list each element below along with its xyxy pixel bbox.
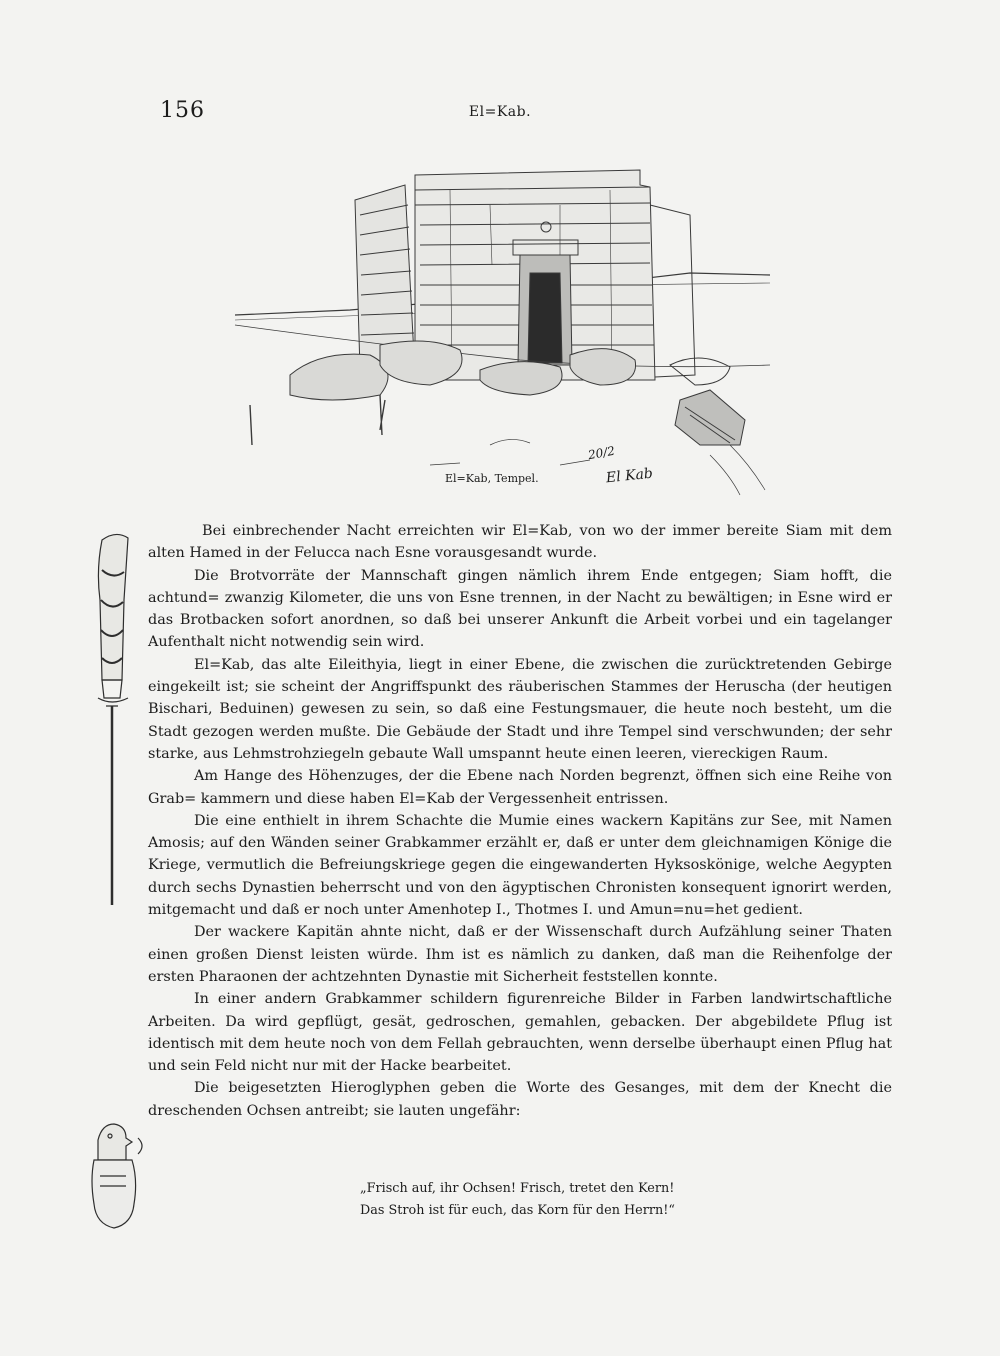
paragraph: Der wackere Kapitän ahnte nicht, daß er der Wissenschaft durch Aufzählung seiner Thaten einen großen Dienst leisten würde. Ihm ist es nämlich zu danken, daß man die Reihenfolge der ersten Pharaonen der achtzehnten Dynastie mit Sicherheit feststellen konnte. — [148, 924, 892, 985]
illustration-caption: El=Kab, Tempel. — [445, 472, 539, 485]
temple-illustration — [230, 145, 770, 505]
running-head: El=Kab. — [468, 104, 532, 120]
paragraph: Am Hange des Höhenzuges, der die Ebene nach Norden begrenzt, öffnen sich eine Reihe von Grab= kammern und diese haben El=Kab der Vergessenheit entrissen. — [148, 768, 892, 807]
artist-signature: El Kab — [605, 465, 654, 487]
verse-line: „Frisch auf, ihr Ochsen! Frisch, tretet den Kern! — [360, 1181, 675, 1196]
paragraph: Die beigesetzten Hieroglyphen geben die Worte des Gesanges, mit dem der Knecht die dreschenden Ochsen antreibt; sie lauten ungefähr: — [148, 1080, 892, 1119]
canopic-jar-illustration — [80, 1120, 150, 1232]
scepter-illustration — [88, 530, 144, 910]
artist-signature-date: 20/2 — [586, 443, 616, 463]
page-number: 156 — [160, 98, 205, 123]
paragraph: Die eine enthielt in ihrem Schachte die Mumie eines wackern Kapitäns zur See, mit Namen Amosis; auf den Wänden seiner Grabkammer erzählt er, daß er unter dem gleichnamigen Könige die Kriege, vermutlich die Befreiungskriege gegen die eingewanderten Hyksoskönige, welche Aegypten durch sechs Dynastien beherrscht und von den ägyptischen Chronisten konsequent ignorirt werden, mitgemacht und daß er noch unter Amenhotep I., Thotmes I. und Amun=nu=het gedient. — [148, 812, 892, 919]
verse-line: Das Stroh ist für euch, das Korn für den Herrn!“ — [360, 1203, 675, 1218]
song-verse — [360, 1178, 780, 1222]
paragraph: El=Kab, das alte Eileithyia, liegt in einer Ebene, die zwischen die zurücktretenden Gebirge eingekeilt ist; sie scheint der Angriffspunkt des räuberischen Stammes der Heruscha (der heutigen Bischari, Beduinen) gewesen zu sein, so daß eine Festungsmauer, die heute noch besteht, um die Stadt gezogen werden mußte. Die Gebäude der Stadt und ihre Tempel sind verschwunden; der sehr starke, aus Lehmstrohziegeln gebaute Wall umspannt heute einen leeren, viereckigen Raum. — [148, 656, 892, 762]
paragraph: Die Brotvorräte der Mannschaft gingen nämlich ihrem Ende entgegen; Siam hofft, die achtund= zwanzig Kilometer, die uns von Esne trennen, in der Nacht zu bewältigen; in Esne wird er das Brotbacken sofort anordnen, so daß bei unserer Ankunft die Arbeit vorbei und ein tagelanger Aufenthalt nicht notwendig sein wird. — [148, 567, 892, 651]
paragraph: Bei einbrechender Nacht erreichten wir El=Kab, von wo der immer bereite Siam mit dem alten Hamed in der Felucca nach Esne vorausgesandt wurde. — [148, 523, 892, 562]
paragraph: In einer andern Grabkammer schildern figurenreiche Bilder in Farben landwirtschaftliche Arbeiten. Da wird gepflügt, gesät, gedroschen, gemahlen, gebacken. Der abgebildete Pflug ist identisch mit dem heute noch von dem Fellah gebrauchten, wenn derselbe überhaupt einen Pflug hat und sein Feld nicht nur mit der Hacke bearbeitet. — [148, 991, 892, 1075]
body-text — [148, 520, 892, 1122]
